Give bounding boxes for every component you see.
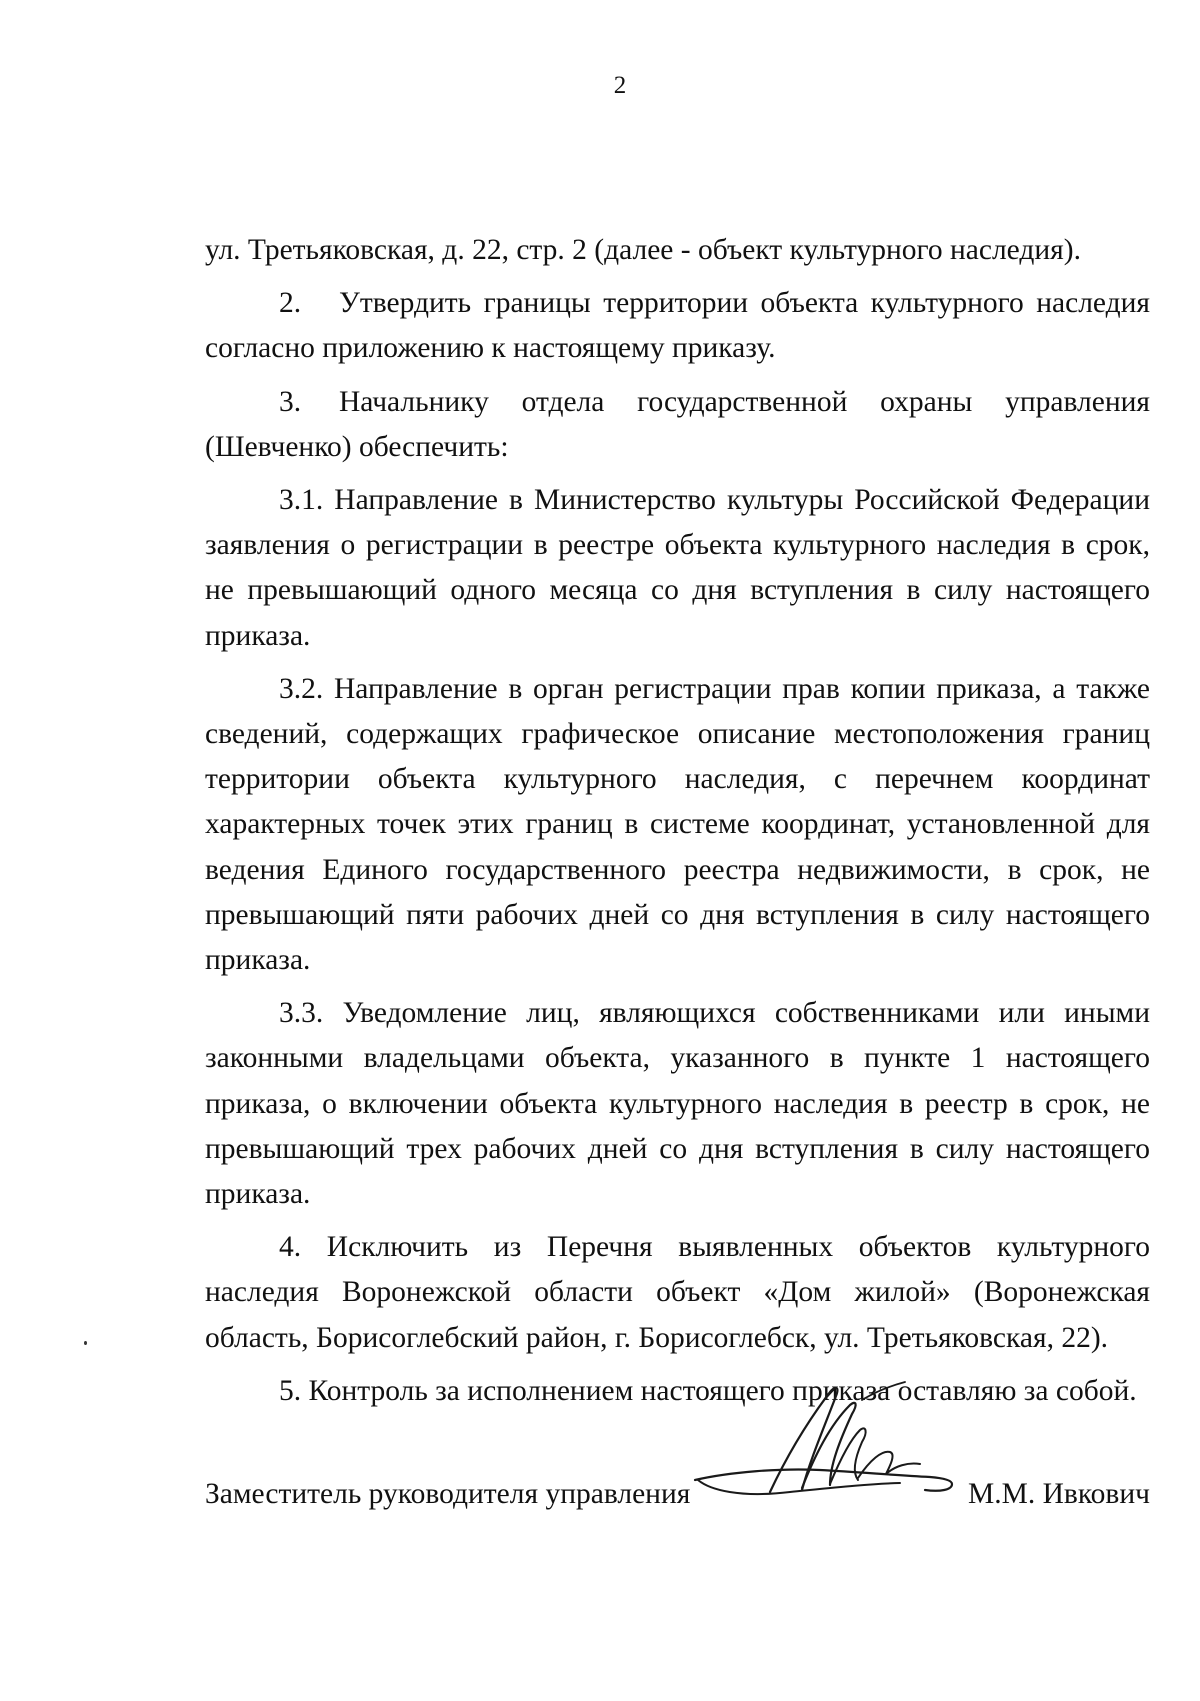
paragraph-item-3-1: 3.1. Направление в Министерство культуры Российской Федерации заявления о регистрации в реестре объекта культурного наследия в срок, не превышающий одного месяца со дня вступления в силу настоящего приказа.	[205, 484, 1150, 652]
paragraph-item-3	[205, 380, 1150, 470]
signer-name: М.М. Ивкович	[968, 1478, 1150, 1510]
item-number: 3.	[279, 385, 302, 418]
paragraph-item-2	[205, 281, 1150, 371]
margin-dot	[84, 1341, 87, 1345]
signature-block	[205, 1470, 1150, 1530]
paragraph-address-continuation: ул. Третьяковская, д. 22, стр. 2 (далее - объект культурного наследия).	[205, 234, 1081, 266]
paragraph-item-5: 5. Контроль за исполнением настоящего приказа оставляю за собой.	[279, 1374, 1137, 1407]
item-text: Начальнику отдела государственной охраны управления (Шевченко) обеспечить:	[205, 385, 1150, 463]
document-body	[205, 228, 1150, 1422]
signer-position: Заместитель руководителя управления	[205, 1478, 691, 1510]
paragraph-item-3-2: 3.2. Направление в орган регистрации прав копии приказа, а также сведений, содержащих графическое описание местоположения границ территории объекта культурного наследия, с перечнем координат характерных точек этих границ в системе координат, установленной для ведения Единого государственного реестра недвижимости, в срок, не превышающий пяти рабочих дней со дня вступления в силу настоящего приказа.	[205, 672, 1150, 977]
paragraph-item-3-3: 3.3. Уведомление лиц, являющихся собственниками или иными законными владельцами объекта, указанного в пункте 1 настоящего приказа, о включении объекта культурного наследия в реестр в срок, не превышающий трех рабочих дней со дня вступления в силу настоящего приказа.	[205, 997, 1150, 1211]
page-number: 2	[613, 72, 627, 99]
item-text: Утвердить границы территории объекта культурного наследия согласно приложению к настоящему приказу.	[205, 287, 1150, 365]
item-number: 2.	[279, 287, 302, 320]
paragraph-item-4: 4. Исключить из Перечня выявленных объектов культурного наследия Воронежской области объект «Дом жилой» (Воронежская область, Борисоглебский район, г. Борисоглебск, ул. Третьяковская, 22).	[205, 1231, 1150, 1354]
